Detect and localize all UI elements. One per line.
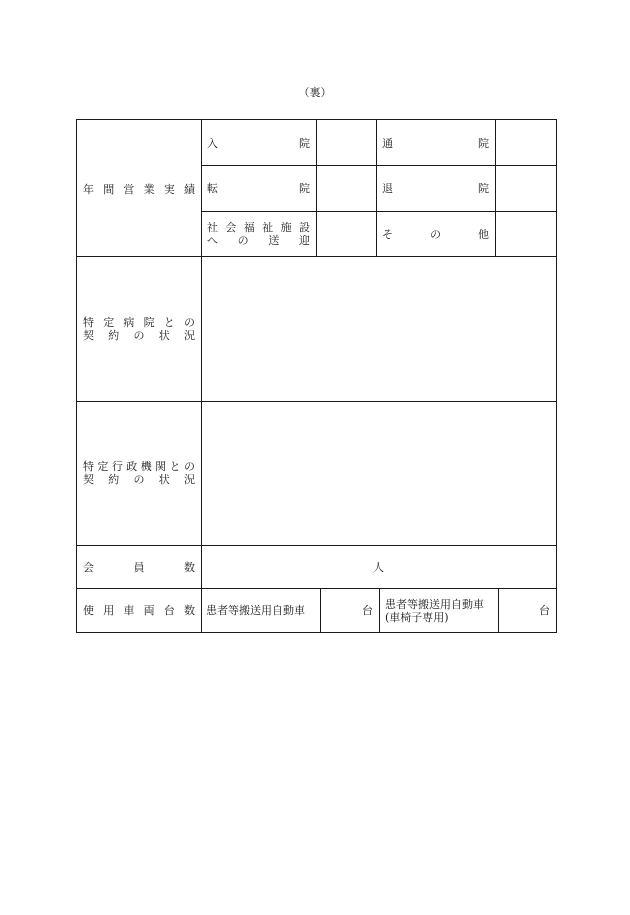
- welfare-transport-line2: へ の 送 迎: [207, 234, 310, 247]
- grid-line: [316, 119, 317, 256]
- grid-line: [201, 211, 557, 212]
- outpatient-label: 通 院: [382, 137, 489, 150]
- hospital-contract-label: [83, 312, 195, 346]
- hospital-contract-line1: 特 定 病 院 と の: [83, 316, 195, 329]
- other-label: そ の 他: [382, 228, 489, 241]
- welfare-transport-line1: 社 会 福 祉 施 設: [207, 221, 310, 234]
- grid-line: [76, 545, 557, 546]
- gov-contract-line1: 特 定 行 政 機 関 と の: [83, 460, 195, 473]
- wheelchair-car-unit: 台: [539, 604, 550, 617]
- admission-label: 入 院: [207, 137, 310, 150]
- gov-contract-label: [83, 456, 195, 490]
- vehicles-label: 使 用 車 両 台 数: [83, 604, 195, 617]
- wheelchair-car-line1: 患者等搬送用自動車: [385, 598, 484, 611]
- grid-line: [201, 165, 557, 166]
- members-unit: 人: [373, 561, 384, 574]
- transport-car-label: 患者等搬送用自動車: [206, 604, 305, 617]
- grid-line: [320, 588, 321, 632]
- hospital-contract-line2: 契 約 の 状 況: [83, 329, 195, 342]
- members-label: 会 員 数: [83, 561, 195, 574]
- transport-car-unit: 台: [362, 604, 373, 617]
- grid-line: [76, 256, 557, 257]
- welfare-transport-label: [207, 215, 310, 253]
- grid-line: [76, 588, 557, 589]
- grid-line: [498, 588, 499, 632]
- table-border-left: [76, 119, 77, 633]
- grid-line: [495, 119, 496, 256]
- annual-results-label: 年 間 営 業 実 績: [83, 183, 195, 196]
- grid-line: [76, 401, 557, 402]
- transfer-label: 転 院: [207, 182, 310, 195]
- page-title: （裏）: [298, 86, 332, 99]
- grid-line: [376, 119, 377, 256]
- grid-line: [379, 588, 380, 632]
- grid-line: [201, 119, 202, 633]
- wheelchair-car-line2: (車椅子専用): [385, 611, 449, 624]
- table-border-right: [556, 119, 557, 633]
- discharge-label: 退 院: [382, 182, 489, 195]
- gov-contract-line2: 契 約 の 状 況: [83, 473, 195, 486]
- wheelchair-car-label: [385, 593, 497, 629]
- table-border-bottom: [76, 632, 557, 633]
